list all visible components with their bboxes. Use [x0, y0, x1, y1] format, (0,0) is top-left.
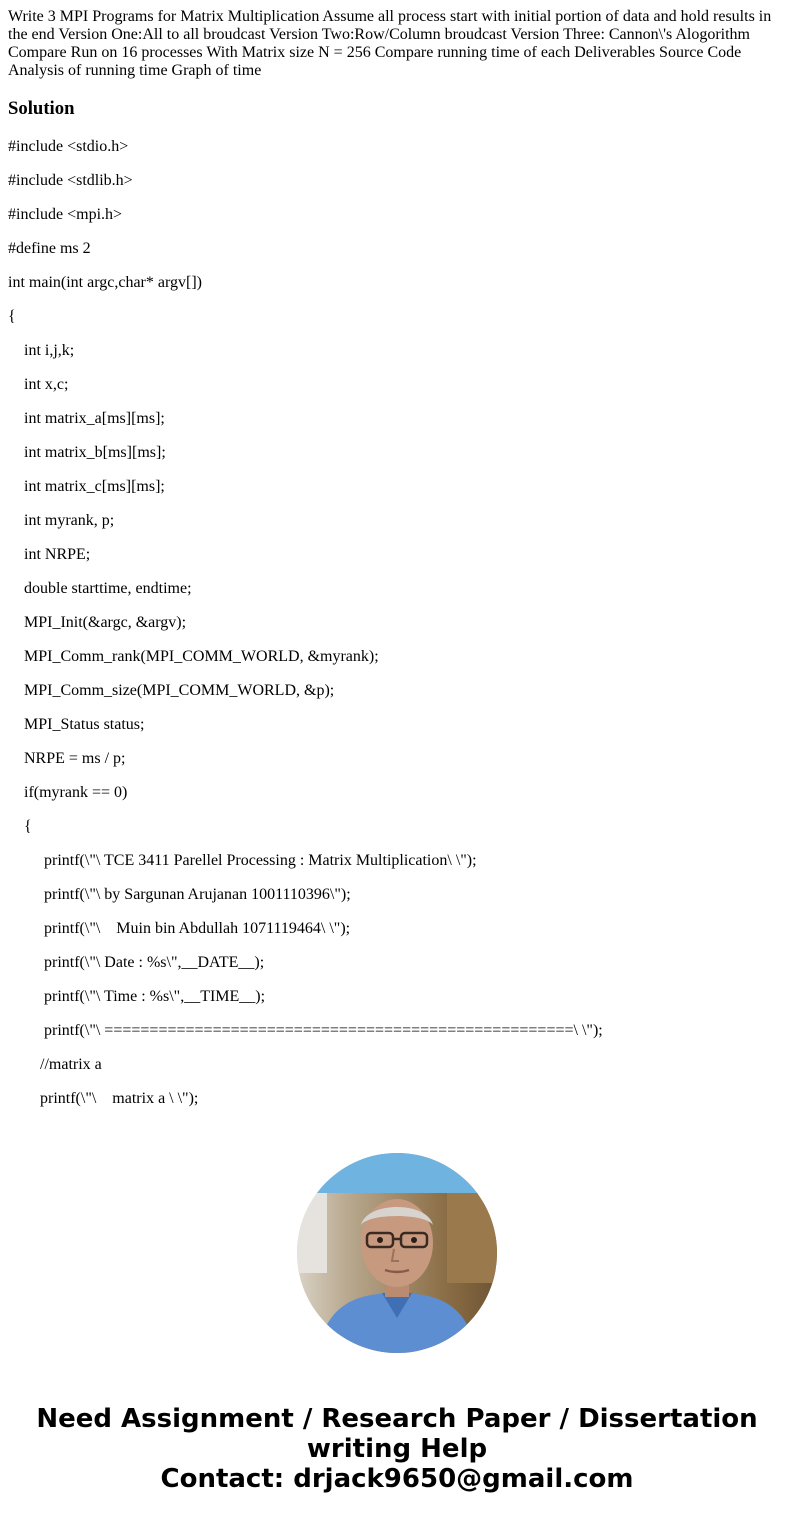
- code-line: {: [8, 818, 32, 835]
- code-line: printf(\"\ Muin bin Abdullah 1071119464\ \");: [8, 920, 351, 937]
- code-line: MPI_Comm_size(MPI_COMM_WORLD, &p);: [8, 682, 335, 699]
- author-photo: [297, 1153, 497, 1353]
- code-line: //matrix a: [8, 1056, 102, 1073]
- question-text: Write 3 MPI Programs for Matrix Multiplication Assume all process start with initial portion of data and hold results in the end Version One:All to all broudcast Version Two:Row/Column broudcast Version Three: Cannon\'s Alogorithm Compare Run on 16 processes With Matrix size N = 256 Compare running time of each Deliverables Source Code Analysis of running time Graph of time: [8, 8, 772, 79]
- code-line: int matrix_a[ms][ms];: [8, 410, 165, 427]
- code-line: MPI_Init(&argc, &argv);: [8, 614, 187, 631]
- solution-code: [8, 138, 786, 1124]
- contact-banner: [0, 1404, 794, 1494]
- code-line: printf(\"\ by Sargunan Arujanan 1001110396\");: [8, 886, 351, 903]
- cta-contact: Contact: drjack9650@gmail.com: [160, 1464, 634, 1494]
- code-line: int matrix_b[ms][ms];: [8, 444, 166, 461]
- code-line: int NRPE;: [8, 546, 91, 563]
- code-line: int matrix_c[ms][ms];: [8, 478, 165, 495]
- code-line: #include <mpi.h>: [8, 206, 123, 223]
- code-line: MPI_Status status;: [8, 716, 145, 733]
- code-line: {: [8, 308, 16, 325]
- code-line: printf(\"\ ====================================================\ \");: [8, 1022, 603, 1039]
- code-line: #include <stdio.h>: [8, 138, 129, 155]
- code-line: #define ms 2: [8, 240, 91, 257]
- cta-line-1: Need Assignment / Research Paper / Dissertation: [36, 1404, 758, 1434]
- code-line: NRPE = ms / p;: [8, 750, 126, 767]
- code-line: printf(\"\ Date : %s\",__DATE__);: [8, 954, 265, 971]
- code-line: int x,c;: [8, 376, 69, 393]
- cta-line-2: writing Help: [306, 1434, 488, 1464]
- code-line: printf(\"\ matrix a \ \");: [8, 1090, 199, 1107]
- code-line: if(myrank == 0): [8, 784, 128, 801]
- code-line: int main(int argc,char* argv[]): [8, 274, 202, 291]
- code-line: printf(\"\ TCE 3411 Parellel Processing : Matrix Multiplication\ \");: [8, 852, 477, 869]
- code-line: printf(\"\ Time : %s\",__TIME__);: [8, 988, 266, 1005]
- code-line: MPI_Comm_rank(MPI_COMM_WORLD, &myrank);: [8, 648, 379, 665]
- code-line: int myrank, p;: [8, 512, 115, 529]
- code-line: double starttime, endtime;: [8, 580, 192, 597]
- code-line: int i,j,k;: [8, 342, 75, 359]
- solution-heading: Solution: [8, 98, 75, 119]
- code-line: #include <stdlib.h>: [8, 172, 133, 189]
